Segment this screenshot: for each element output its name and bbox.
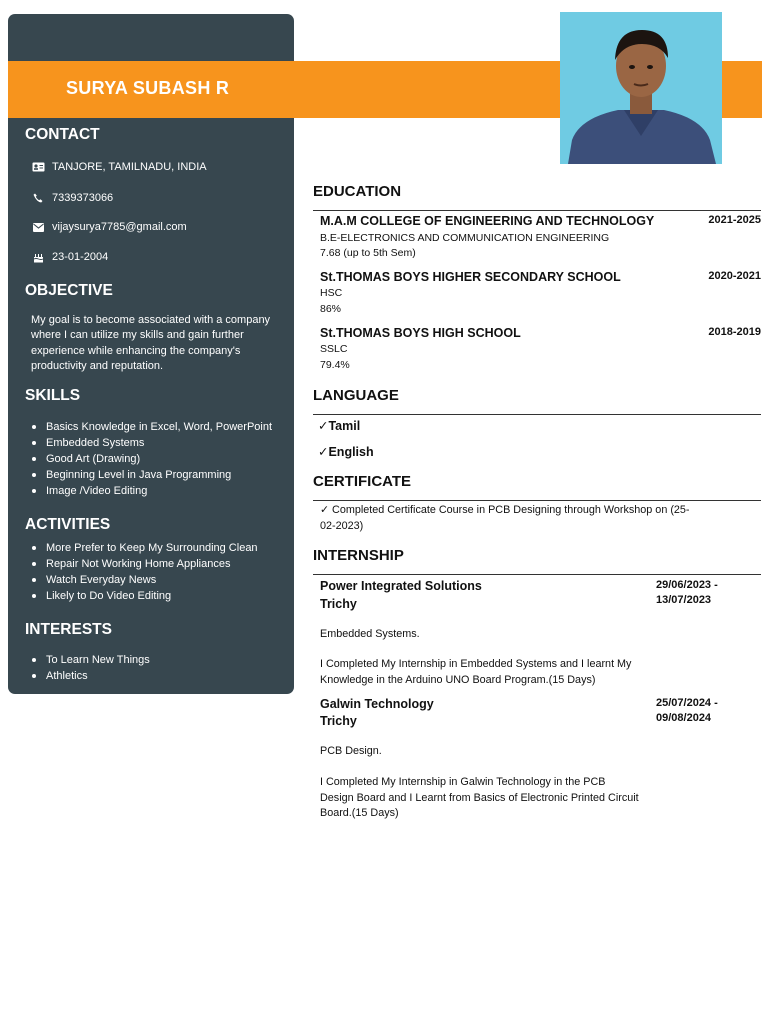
internship-company: Power Integrated Solutions: [320, 579, 482, 593]
internship-city: Trichy: [320, 714, 357, 728]
list-item: More Prefer to Keep My Surrounding Clean: [31, 540, 289, 556]
list-item: Likely to Do Video Editing: [31, 588, 289, 604]
language-item: ✓Tamil: [318, 419, 361, 433]
list-item: Watch Everyday News: [31, 572, 289, 588]
list-item: Image /Video Editing: [31, 483, 289, 499]
internship-date-from: 25/07/2024 -: [656, 697, 718, 709]
internship-date-from: 29/06/2023 -: [656, 579, 718, 591]
list-item: To Learn New Things: [31, 652, 289, 668]
skills-list: [31, 419, 289, 499]
objective-heading: OBJECTIVE: [25, 282, 113, 299]
list-item: Repair Not Working Home Appliances: [31, 556, 289, 572]
internship-divider: [313, 574, 761, 575]
certificate-divider: [313, 500, 761, 501]
internship-field: PCB Design.: [320, 745, 382, 757]
certificate-heading: CERTIFICATE: [313, 473, 412, 490]
phone-text[interactable]: 7339373066: [52, 192, 114, 204]
phone-icon: [31, 192, 45, 204]
language-heading: LANGUAGE: [313, 387, 399, 404]
internship-date-to: 13/07/2023: [656, 594, 712, 606]
language-item: ✓English: [318, 445, 374, 459]
education-degree: HSC: [320, 287, 343, 299]
birthday-cake-icon: [31, 251, 45, 263]
education-heading: EDUCATION: [313, 183, 402, 200]
interests-heading: INTERESTS: [25, 621, 112, 638]
contact-address: [31, 161, 207, 173]
skills-heading: SKILLS: [25, 387, 81, 404]
activities-list: [31, 540, 289, 604]
language-divider: [313, 414, 761, 415]
internship-company: Galwin Technology: [320, 697, 434, 711]
dob-text: 23-01-2004: [52, 251, 109, 263]
contact-heading: CONTACT: [25, 126, 100, 143]
internship-field: Embedded Systems.: [320, 628, 420, 640]
education-degree: B.E-ELECTRONICS AND COMMUNICATION ENGINEERING: [320, 232, 610, 244]
education-score: 86%: [320, 303, 342, 315]
objective-text: My goal is to become associated with a company where I can utilize my skills and gain further experience while enhancing the company's productivity and reputation.: [31, 314, 271, 372]
internship-description: I Completed My Internship in Galwin Technology in the PCB Design Board and I Learnt from Basics of Electronic Printed Circuit Board.(15 Days): [320, 776, 639, 819]
email-text[interactable]: vijaysurya7785@gmail.com: [52, 221, 187, 233]
education-degree: SSLC: [320, 343, 348, 355]
list-item: Embedded Systems: [31, 435, 289, 451]
education-year: 2021-2025: [708, 214, 761, 226]
list-item: Beginning Level in Java Programming: [31, 467, 289, 483]
education-score: 7.68 (up to 5th Sem): [320, 247, 416, 259]
education-school-title: St.THOMAS BOYS HIGHER SECONDARY SCHOOL: [320, 270, 621, 284]
candidate-name: SURYA SUBASH R: [66, 78, 230, 98]
list-item: Athletics: [31, 668, 289, 684]
education-divider: [313, 210, 761, 211]
profile-photo: [560, 12, 722, 164]
education-school-title: M.A.M COLLEGE OF ENGINEERING AND TECHNOLOGY: [320, 214, 655, 228]
certificate-text: ✓ Completed Certificate Course in PCB Designing through Workshop on (25-02-2023): [320, 504, 690, 532]
envelope-icon: [31, 221, 45, 233]
internship-heading: INTERNSHIP: [313, 547, 404, 564]
contact-dob: [31, 251, 108, 263]
list-item: Basics Knowledge in Excel, Word, PowerPoint: [31, 419, 289, 435]
education-year: 2020-2021: [708, 270, 761, 282]
internship-description: I Completed My Internship in Embedded Systems and I learnt My Knowledge in the Arduino UNO Board Program.(15 Days): [320, 658, 632, 686]
list-item: Good Art (Drawing): [31, 451, 289, 467]
activities-heading: ACTIVITIES: [25, 516, 111, 533]
address-card-icon: [31, 161, 45, 173]
contact-phone: [31, 192, 113, 204]
education-score: 79.4%: [320, 359, 350, 371]
internship-date-to: 09/08/2024: [656, 712, 712, 724]
education-year: 2018-2019: [708, 326, 761, 338]
contact-email: [31, 221, 187, 233]
education-school-title: St.THOMAS BOYS HIGH SCHOOL: [320, 326, 521, 340]
interests-list: [31, 652, 289, 684]
internship-city: Trichy: [320, 597, 357, 611]
address-text: TANJORE, TAMILNADU, INDIA: [52, 161, 207, 173]
